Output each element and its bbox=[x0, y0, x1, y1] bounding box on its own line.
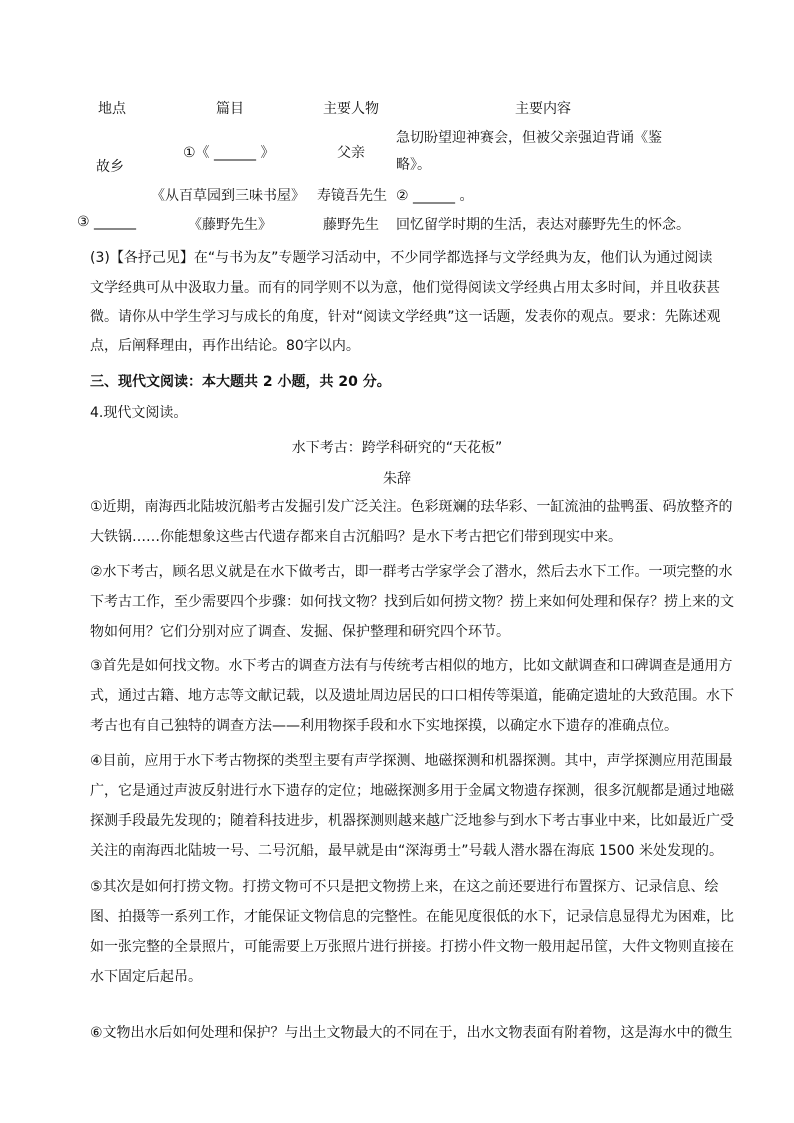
section-heading: 三、现代文阅读：本大题共 2 小题，共 20 分。 bbox=[90, 374, 391, 390]
table-row2-content: ② ______ 。 bbox=[396, 188, 474, 204]
article-line: 式，通过古籍、地方志等文献记载，以及遗址周边居民的口口相传等渠道，能确定遗址的大致范围。水下 bbox=[90, 688, 734, 704]
article-author: 朱辞 bbox=[383, 471, 411, 487]
article-line: ⑥文物出水后如何处理和保护？与出土文物最大的不同在于，出水文物表面有附着物，这是海水中的微生 bbox=[90, 1025, 733, 1041]
question-4-label: 4.现代文阅读。 bbox=[90, 405, 188, 421]
article-line: 大铁锅……你能想象这些古代遗存都来自古沉船吗？是水下考古把它们带到现实中来。 bbox=[90, 529, 622, 545]
article-line: ①近期，南海西北陆坡沉船考古发掘引发广泛关注。色彩斑斓的珐华彩、一缸流油的盐鸭蛋、码放整齐的 bbox=[90, 499, 733, 515]
article-line: 关注的南海西北陆坡一号、二号沉船，最早就是由“深海勇士”号载人潜水器在海底 1500 米处发现的。 bbox=[90, 843, 724, 859]
table-row3-content: 回忆留学时期的生活，表达对藤野先生的怀念。 bbox=[396, 217, 690, 233]
table-row3-person: 藤野先生 bbox=[323, 217, 379, 233]
article-line: 物如何用？它们分别对应了调查、发掘、保护整理和研究四个环节。 bbox=[90, 624, 510, 640]
article-line: 图、拍摄等一系列工作，才能保证文物信息的完整性。在能见度很低的水下，记录信息显得尤为困难，比 bbox=[90, 909, 734, 925]
table-row1-content-line2: 略》。 bbox=[396, 157, 431, 173]
article-line: 广，它是通过声波反射进行水下遗存的定位；地磁探测多用于金属文物遗存探测，很多沉舰都是通过地磁 bbox=[90, 783, 734, 799]
question-3-line: 点，后阐释理由，再作出结论。80字以内。 bbox=[90, 338, 360, 354]
question-3-line: 文学经典可从中汲取力量。而有的同学则不以为意，他们觉得阅读文学经典占用太多时间，并且收获甚 bbox=[90, 280, 720, 296]
question-3-line: 微。请你从中学生学习与成长的角度，针对“阅读文学经典”这一话题，发表你的观点。要求：先陈述观 bbox=[90, 309, 721, 325]
table-header-place: 地点 bbox=[98, 101, 126, 117]
article-line: 水下固定后起吊。 bbox=[90, 969, 202, 985]
table-row2-work: 《从百草园到三味书屋》 bbox=[151, 188, 305, 204]
article-line: 下考古工作，至少需要四个步骤：如何找文物？找到后如何捞文物？捞上来如何处理和保存？捞上来的文 bbox=[90, 594, 734, 610]
table-row1-work: ①《 ______ 》 bbox=[183, 145, 275, 161]
article-line: 考古也有自己独特的调查方法——利用物探手段和水下实地探摸，以确定水下遗存的准确点位。 bbox=[90, 718, 678, 734]
table-row1-place: 故乡 bbox=[96, 159, 124, 175]
table-row1-person: 父亲 bbox=[337, 145, 365, 161]
question-3-line: (3)【各抒己见】在“与书为友”专题学习活动中，不少同学都选择与文学经典为友，他们认为通过阅读 bbox=[90, 250, 713, 266]
article-line: ③首先是如何找文物。水下考古的调查方法有与传统考古相似的地方，比如文献调查和口碑调查是通用方 bbox=[90, 658, 733, 674]
article-line: 探测手段最先发现的；随着科技进步，机器探测则越来越广泛地参与到水下考古事业中来，比如最近广受 bbox=[90, 813, 734, 829]
table-row3-work: 《藤野先生》 bbox=[188, 217, 272, 233]
table-header-person: 主要人物 bbox=[323, 101, 379, 117]
article-line: 如一张完整的全景照片，可能需要上万张照片进行拼接。打捞小件文物一般用起吊筐，大件文物则直接在 bbox=[90, 939, 734, 955]
article-title: 水下考古：跨学科研究的“天花板” bbox=[291, 440, 503, 456]
table-row1-content-line1: 急切盼望迎神赛会，但被父亲强迫背诵《鉴 bbox=[396, 130, 662, 146]
table-header-work: 篇目 bbox=[216, 101, 244, 117]
article-line: ②水下考古，顾名思义就是在水下做考古，即一群考古学家学会了潜水，然后去水下工作。一项完整的水 bbox=[90, 564, 733, 580]
table-header-content: 主要内容 bbox=[515, 101, 571, 117]
table-row2-person: 寿镜吾先生 bbox=[317, 188, 387, 204]
article-line: ⑤其次是如何打捞文物。打捞文物可不只是把文物捞上来，在这之前还要进行布置探方、记录信息、绘 bbox=[90, 879, 719, 895]
article-line: ④目前，应用于水下考古物探的类型主要有声学探测、地磁探测和机器探测。其中，声学探测应用范围最 bbox=[90, 753, 733, 769]
table-row3-place: ③ ______ bbox=[77, 214, 137, 230]
